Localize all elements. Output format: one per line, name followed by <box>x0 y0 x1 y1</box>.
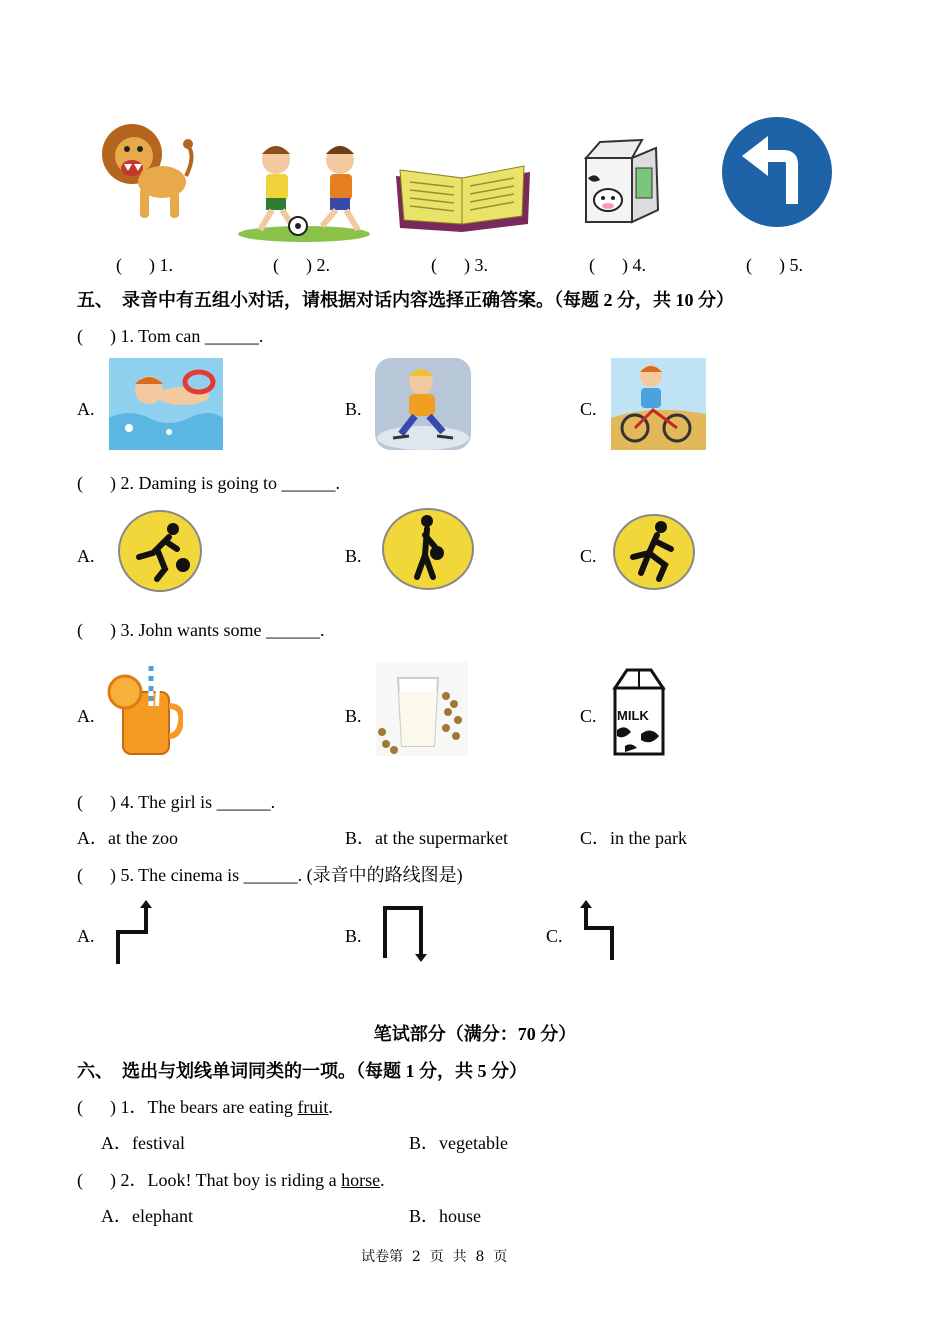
s5-q1-c-label: C. <box>580 399 597 419</box>
turn-left-sign-icon <box>720 116 834 228</box>
section6-heading: 六、 选出与划线单词同类的一项。（每题 1 分，共 5 分） <box>77 1061 527 1081</box>
s5-q5-stem: ( ) 5. The cinema is ______. (录音中的路线图是) <box>77 865 463 885</box>
running-sign-icon <box>613 513 695 591</box>
pic-label-4: ( ) 4. <box>589 255 646 275</box>
s5-q2-c-label: C. <box>580 546 597 566</box>
milk-box-text: MILK <box>617 708 649 723</box>
pic-label-3: ( ) 3. <box>431 255 488 275</box>
swimming-boy-icon <box>109 358 223 450</box>
s5-q3-stem: ( ) 3. John wants some ______. <box>77 620 325 640</box>
s5-q4-stem: ( ) 4. The girl is ______. <box>77 792 276 812</box>
milk-carton-icon <box>578 138 662 224</box>
football-sign-icon <box>117 509 203 593</box>
s6-q1-option-b: B．vegetable <box>409 1133 508 1153</box>
s6-q1-underlined-word: fruit <box>297 1097 329 1117</box>
route-c-icon <box>578 898 618 962</box>
s6-q2-post: . <box>380 1170 385 1190</box>
section5-heading: 五、 录音中有五组小对话，请根据对话内容选择正确答案。（每题 2 分，共 10 分） <box>77 290 734 310</box>
s5-q3-a-label: A. <box>77 706 95 726</box>
s5-q5-a-label: A. <box>77 926 95 946</box>
glass-of-milk-icon <box>376 662 468 756</box>
s5-q2-b-label: B. <box>345 546 362 566</box>
s5-q1-stem: ( ) 1. Tom can ______. <box>77 326 264 346</box>
s6-q1-option-a: A．festival <box>101 1133 185 1153</box>
skating-boy-icon <box>375 358 471 450</box>
s6-q1-stem <box>77 1096 333 1118</box>
lion-icon <box>96 116 198 228</box>
s6-q2-underlined-word: horse <box>341 1170 381 1190</box>
s6-q1-post: . <box>328 1097 333 1117</box>
s5-q4-option-b: B．at the supermarket <box>345 828 508 848</box>
route-b-icon <box>381 904 427 962</box>
s5-q1-b-label: B. <box>345 399 362 419</box>
s5-q3-b-label: B. <box>345 706 362 726</box>
s6-q1-pre: ( ) 1．The bears are eating <box>77 1097 298 1117</box>
milk-box-icon <box>611 668 667 756</box>
s5-q3-c-label: C. <box>580 706 597 726</box>
s5-q1-a-label: A. <box>77 399 95 419</box>
s6-q2-option-a: A．elephant <box>101 1206 193 1226</box>
s5-q2-stem: ( ) 2. Daming is going to ______. <box>77 473 340 493</box>
pic-label-5: ( ) 5. <box>746 255 803 275</box>
s5-q4-option-a: A．at the zoo <box>77 828 178 848</box>
cycling-boy-icon <box>611 358 706 450</box>
basketball-sign-icon <box>381 507 475 591</box>
s5-q5-b-label: B. <box>345 926 362 946</box>
pic-label-2: ( ) 2. <box>273 255 330 275</box>
s6-q2-stem <box>77 1169 385 1191</box>
open-book-icon <box>392 158 534 234</box>
s5-q2-a-label: A. <box>77 546 95 566</box>
boys-playing-football-icon <box>236 140 372 244</box>
s5-q4-option-c: C．in the park <box>580 828 687 848</box>
pic-label-1: ( ) 1. <box>116 255 173 275</box>
written-part-title: 笔试部分（满分：70 分） <box>373 1024 577 1044</box>
s6-q2-option-b: B．house <box>409 1206 481 1226</box>
page-footer: 试卷第 2 页 共 8 页 <box>361 1249 508 1265</box>
route-a-icon <box>112 900 154 966</box>
orange-juice-icon <box>107 666 183 758</box>
s5-q5-c-label: C. <box>546 926 563 946</box>
s6-q2-pre: ( ) 2．Look! That boy is riding a <box>77 1170 342 1190</box>
